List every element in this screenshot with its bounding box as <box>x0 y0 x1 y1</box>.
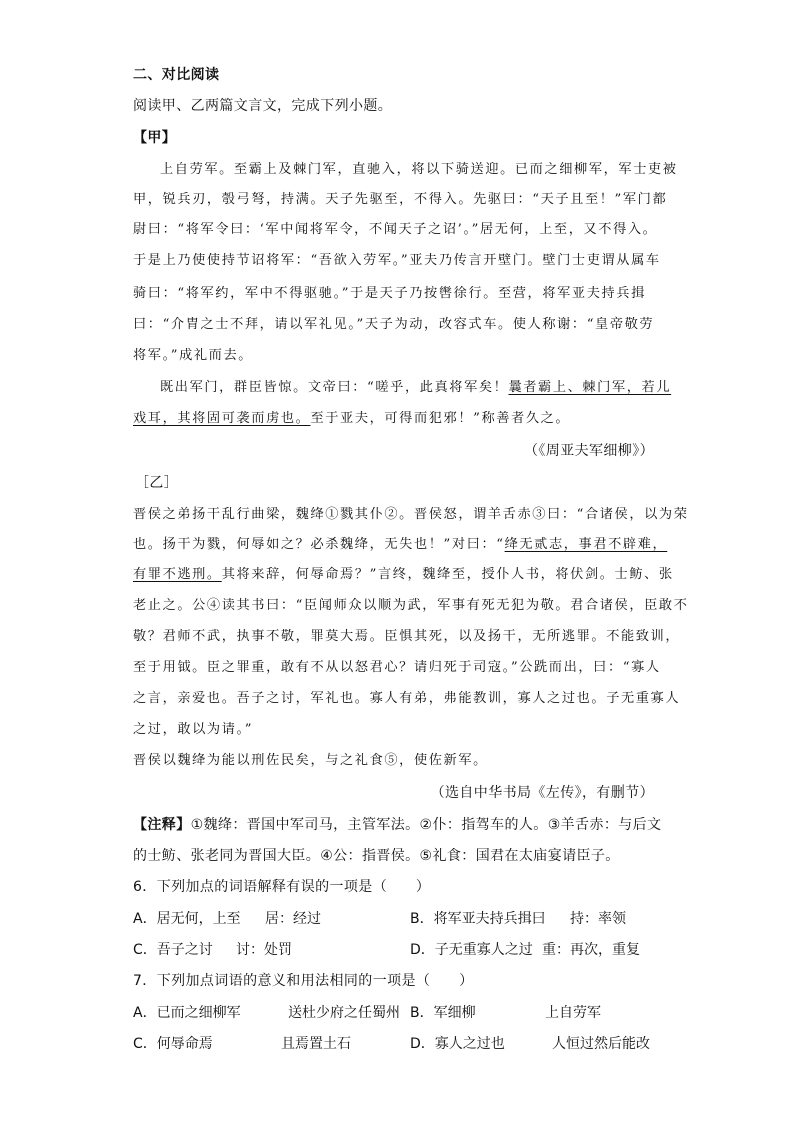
q7-option-c-explanation: 且焉置土石 <box>281 1036 351 1052</box>
yi-line: 老止之。公④读其书曰：“臣闻师众以顺为武，军事有死无犯为敬。君合诸侯，臣敢不 <box>133 598 689 613</box>
q7-option-d[interactable]: D．寡人之过也 <box>410 1036 505 1052</box>
q6-option-d-explanation: 重：再次，重复 <box>542 942 640 958</box>
section-title: 二、对比阅读 <box>133 67 220 83</box>
q6-option-b[interactable]: B．将军亚夫持兵揖曰 <box>410 911 546 927</box>
yi-label: ［乙］ <box>135 475 179 491</box>
yi-line <box>133 565 674 585</box>
q7-option-a[interactable]: A．已而之细柳军 <box>133 1005 241 1021</box>
q6-stem: 6．下列加点的词语解释有误的一项是（ ） <box>133 879 431 895</box>
jia-line: 曰：“介胄之士不拜，请以军礼见。”天子为动，改容式车。使人称谢：“皇帝敬劳 <box>133 317 655 332</box>
q6-option-b-explanation: 持：率领 <box>570 911 626 927</box>
notes-text: ①魏绛：晋国中军司马，主管军法。②仆：指驾车的人。③羊舌赤：与后文 <box>190 817 662 833</box>
jia-para2-text: 既出军门，群臣皆惊。文帝曰：“嗟乎，此真将军矣！ <box>160 380 509 395</box>
yi-line <box>133 535 667 555</box>
jia-underlined-sentence: 戏耳，其将固可袭而虏也。 <box>133 411 311 426</box>
q7-option-c[interactable]: C．何辱命焉 <box>133 1036 213 1052</box>
yi-source: （选自中华书局《左传》，有删节） <box>430 785 654 801</box>
jia-line: 上自劳军。至霸上及棘门军，直驰入，将以下骑送迎。已而之细柳军，军士吏被 <box>160 162 678 177</box>
yi-line: 之过，敢以为请。” <box>133 722 254 737</box>
yi-line: 晋侯以魏绛为能以刑佐民矣，与之礼食⑤，使佐新军。 <box>133 753 488 768</box>
q7-stem: 7．下列加点词语的意义和用法相同的一项是（ ） <box>133 973 474 989</box>
notes-label: 【注释】 <box>133 817 191 833</box>
jia-line: 骑曰：“将军约，军中不得驱驰。”于是天子乃按辔徐行。至营，将军亚夫持兵揖 <box>133 286 646 301</box>
jia-label: 【甲】 <box>133 130 177 146</box>
jia-source: （《周亚夫军细柳》） <box>524 443 654 459</box>
jia-underlined-sentence: 曩者霸上、棘门军，若儿 <box>508 380 672 395</box>
jia-line: 于是上乃使使持节诏将军：“吾欲入劳军。”亚夫乃传言开壁门。壁门士吏谓从属车 <box>133 253 661 268</box>
jia-para2-line <box>160 378 671 398</box>
yi-text: 其将来辞，何辱命焉？”言终，魏绛至，授仆人书，将伏剑。士鲂、张 <box>221 567 674 582</box>
q6-option-c[interactable]: C．吾子之讨 <box>133 942 213 958</box>
q6-option-d[interactable]: D．子无重寡人之过 <box>410 942 533 958</box>
jia-para2-line <box>133 409 570 429</box>
q6-option-c-explanation: 讨：处罚 <box>236 942 292 958</box>
yi-text: 也。扬干为戮，何辱如之？必杀魏绛，无失也！”对曰：“ <box>133 537 505 552</box>
yi-line: 之言，亲爱也。吾子之讨，军礼也。寡人有弟，弗能教训，寡人之过也。子无重寡人 <box>133 691 681 706</box>
q6-option-a[interactable]: A．居无何，上至 <box>133 911 241 927</box>
q7-option-d-explanation: 人恒过然后能改 <box>552 1036 650 1052</box>
q7-option-b[interactable]: B．军细柳 <box>410 1005 476 1021</box>
q6-option-a-explanation: 居：经过 <box>265 911 321 927</box>
instruction: 阅读甲、乙两篇文言文，完成下列小题。 <box>133 98 393 114</box>
q7-option-b-explanation: 上自劳军 <box>545 1005 601 1021</box>
notes-line <box>133 815 661 835</box>
yi-underlined-sentence: 有罪不逃刑。 <box>133 567 222 582</box>
jia-para2-text: 至于亚夫，可得而犯邪！”称善者久之。 <box>310 411 571 426</box>
jia-line: 将军。”成礼而去。 <box>133 348 254 363</box>
jia-line: 甲，锐兵刃，彀弓弩，持满。天子先驱至，不得入。先驱曰：“天子且至！”军门都 <box>133 192 668 207</box>
q7-option-a-explanation: 送杜少府之任蜀州 <box>288 1005 400 1021</box>
yi-line: 敬？君师不武，执事不敬，罪莫大焉。臣惧其死，以及扬干，无所逃罪。不能致训， <box>133 629 681 644</box>
yi-line: 晋侯之弟扬干乱行曲梁，魏绛①戮其仆②。晋侯怒，谓羊舌赤③曰：“合诸侯，以为荣 <box>133 507 689 522</box>
yi-line: 至于用钺。臣之罪重，敢有不从以怒君心？请归死于司寇。”公跣而出，曰：“寡人 <box>133 660 661 675</box>
jia-line: 尉曰：“将军令曰：‘军中闻将军令，不闻天子之诏’。”居无何，上至，又不得入。 <box>133 222 658 237</box>
yi-underlined-sentence: 绛无贰志，事君不辟难， <box>504 537 668 552</box>
notes-line: 的士鲂、张老同为晋国大臣。④公：指晋侯。⑤礼食：国君在太庙宴请臣子。 <box>133 848 620 864</box>
